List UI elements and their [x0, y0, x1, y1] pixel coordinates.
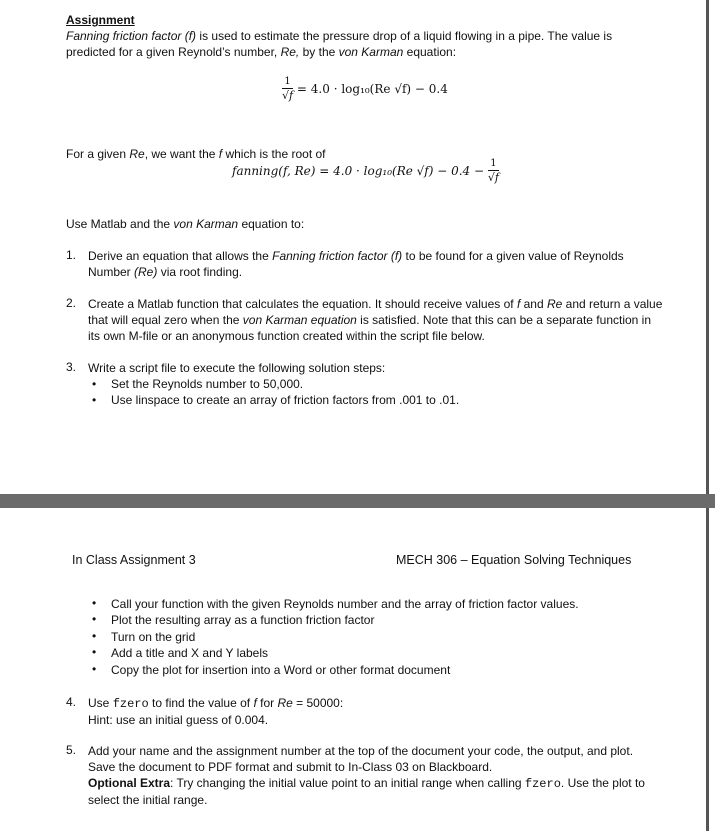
- page-header-right: MECH 306 – Equation Solving Techniques: [396, 553, 632, 567]
- bullet-icon: •: [92, 629, 97, 643]
- bullet-icon: •: [92, 377, 97, 391]
- item-3-number: 3.: [66, 360, 77, 374]
- item-4-number: 4.: [66, 695, 77, 709]
- list-item: Copy the plot for insertion into a Word or other format document: [111, 663, 451, 677]
- item-2-number: 2.: [66, 296, 77, 310]
- list-item: Use linspace to create an array of friction factors from .001 to .01.: [111, 393, 460, 407]
- item-5-number: 5.: [66, 743, 77, 757]
- list-item: Set the Reynolds number to 50,000.: [111, 377, 304, 391]
- von-karman-equation: $\frac{1}{√f}$ = 4.0 · log₁₀(Re √f) − 0.4: [282, 76, 448, 102]
- bullet-icon: •: [92, 645, 97, 659]
- item-2-text: Create a Matlab function that calculates the equation. It should receive values of f and Re and return a value that will equal zero when the von Karman equation is satisfied. Note that this can be a separate function in its own M-file or an anonymous function created within the script file below.: [88, 297, 663, 343]
- fanning-root-equation: fanning(f, Re) = 4.0 · log₁₀(Re √f) − 0.4 − $\frac{1}{√f}$: [232, 158, 499, 184]
- root-statement: For a given Re, we want the f which is the root of: [66, 147, 326, 161]
- list-item: Plot the resulting array as a function friction factor: [111, 613, 375, 627]
- page-separator: [0, 494, 715, 508]
- list-item: Add a title and X and Y labels: [111, 646, 269, 660]
- intro-paragraph: Fanning friction factor (f) is used to estimate the pressure drop of a liquid flowing in a pipe. The value is predicted for a given Reynold’s number, Re, by the von Karman equation:: [66, 29, 613, 59]
- item-5-text: Add your name and the assignment number at the top of the document your code, the output, and plot. Save the document to PDF format and submit to In-Class 03 on Blackboard. Optional Extra: Try changing the initial value point to an initial range when calling fzero. Use the plot to select the initial range.: [88, 744, 645, 807]
- bullet-icon: •: [92, 596, 97, 610]
- list-item: Call your function with the given Reynolds number and the array of friction factor values.: [111, 597, 579, 611]
- bullet-icon: •: [92, 612, 97, 626]
- document-page-2: [0, 508, 709, 831]
- use-matlab-line: Use Matlab and the von Karman equation to:: [66, 217, 305, 231]
- list-item: Turn on the grid: [111, 630, 196, 644]
- page-header-left: In Class Assignment 3: [72, 553, 196, 567]
- item-4-text: Use fzero to find the value of f for Re = 50000: Hint: use an initial guess of 0.004.: [88, 696, 344, 727]
- item-3-text: Write a script file to execute the following solution steps:: [88, 361, 386, 375]
- assignment-heading: Assignment: [66, 13, 135, 27]
- bullet-icon: •: [92, 662, 97, 676]
- item-1-text: Derive an equation that allows the Fanning friction factor (f) to be found for a given value of Reynolds Number (Re) via root finding.: [88, 249, 624, 279]
- item-1-number: 1.: [66, 248, 77, 262]
- bullet-icon: •: [92, 393, 97, 407]
